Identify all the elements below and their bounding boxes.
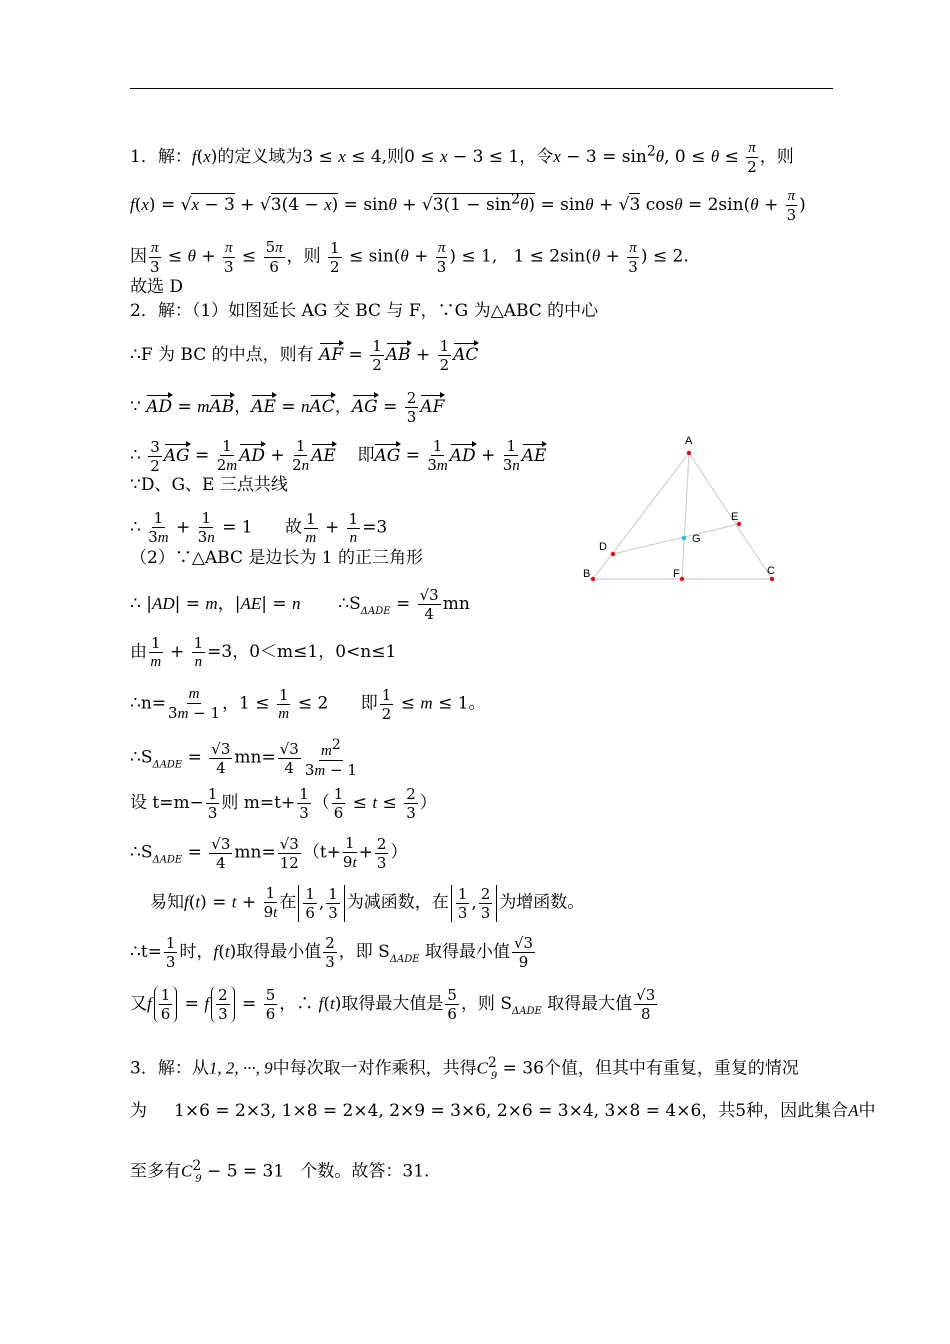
sol1-answer: 故选 D — [130, 277, 184, 297]
label-a: A — [685, 435, 693, 447]
sol2-line2: ∴F 为 BC 的中点，则有 AF = $\frac{1}{2}$ AB + $\frac{1}{2}$ AC — [130, 337, 479, 374]
sol2-line3: ∵ AD = mAB，AE = nAC，AG = $\frac{2}{3}$ AF — [130, 389, 445, 426]
sol2-line4: ∴ $\frac{3}{2}$ AG = $\frac{1}{2m}$ AD + $\frac{1}{2n}$ AE 即AG = $\frac{1}{3m}$ AD + $\frac{1}{3n}$ AE — [130, 437, 547, 475]
label-c: C — [767, 565, 775, 577]
sol2-line12: 设 t=m− $\frac{1}{3}$ 则 m=t+ $\frac{1}{3}$ （ $\frac{1}{6}$ ≤ t ≤ $\frac{2}{3}$ ） — [130, 785, 437, 822]
point-d — [611, 552, 615, 556]
figure-lines — [593, 453, 772, 579]
sol1-line3: 因 $\frac{\pi}{3}$ ≤ θ + $\frac{\pi}{3}$ ≤ $\frac{5\pi}{6}$ ，则 $\frac{1}{2}$ ≤ sin(θ + $\frac{\pi}{3}$ ) ≤ 1, 1 ≤ 2sin(θ + $\frac{\pi}{3}$ ) ≤ 2. — [130, 238, 689, 276]
sol3-line3: 至多有$C^2_9 - 5 = 31$ 个数。故答：31. — [130, 1158, 430, 1185]
point-g — [682, 536, 687, 541]
median-af — [682, 453, 689, 579]
sol2-line1: 2．解：（1）如图延长 AG 交 BC 与 F，∵G 为△ABC 的中心 — [130, 301, 599, 321]
point-a — [687, 451, 691, 455]
sol2-line16: 又f 1 6 = f 2 3 = $\frac{5}{6}$ ，∴ f(t)取得最大值是 $\frac{5}{6}$ ，则 $S_{\Delta ADE}$ 取得最大值 $\frac{√3}{8}$ — [130, 986, 656, 1023]
figure-labels — [583, 435, 775, 580]
point-b — [591, 577, 595, 581]
sol1-line1: 1．解：f(x)的定义域为3 ≤ x ≤ 4,则0 ≤ x − 3 ≤ 1，令$x - 3 = \sin^2\theta$, 0 ≤ θ ≤ $\frac{\pi}{2}$ ，则 — [130, 140, 794, 176]
sol3-line2: 为 1×6 = 2×3, 1×8 = 2×4, 2×9 = 3×6, 2×6 = 3×4, 3×8 = 4×6，共5种，因此集合A中 — [130, 1101, 876, 1121]
triangle-figure — [575, 430, 785, 590]
header-rule — [130, 88, 833, 89]
sol2-line7: （2）∵△ABC 是边长为 1 的正三角形 — [130, 548, 424, 568]
sol2-line15: ∴t= $\frac{1}{3}$ 时，f(t)取得最小值 $\frac{2}{3}$ ，即 $S_{\Delta ADE}$ 取得最小值 $\frac{√3}{9}$ — [130, 934, 534, 971]
sol3-line1: 3．解：从1, 2, ···, 9中每次取一对作乘积，共得$C^2_9 = 36$个值，但其中有重复，重复的情况 — [130, 1055, 799, 1082]
sol2-line8: ∴ |AD| = m，|AE| = n $\therefore S_{\Delta ADE}$ = $\frac{√3}{4}$ mn — [130, 586, 470, 623]
sol2-line5: ∵D、G、E 三点共线 — [130, 475, 288, 495]
label-b: B — [583, 568, 591, 580]
sol2-line11: $\therefore S_{\Delta ADE}$ = $\frac{√3}{4}$ mn= $\frac{√3}{4}$ $\frac{m^2}{3m - 1}$ — [130, 737, 357, 779]
point-f — [680, 577, 684, 581]
sol1-line2: $f(x) = √x - 3 + √3(4 - x) = \sin\theta + √3(1 - \sin^2\theta) = \sin\theta + √3$ cosθ = 2sin(θ + $\frac{\pi}{3}$ ) — [130, 188, 806, 224]
point-c — [770, 577, 774, 581]
sol2-line10: ∴n= $\frac{m}{3m - 1}$ ，1 ≤ $\frac{1}{m}$ ≤ 2 即 $\frac{1}{2}$ ≤ m ≤ 1。 — [130, 685, 486, 723]
sol2-line14: 易知f(t) = t + $\frac{1}{9t}$ 在 1 6 , 1 3 为减函数，在 1 3 , 2 3 为增函数。 — [150, 884, 585, 922]
sol2-line13: $\therefore S_{\Delta ADE}$ = $\frac{√3}{4}$ mn= $\frac{√3}{12}$ （t+ $\frac{1}{9t}$ + $\frac{2}{3}$ ） — [130, 834, 408, 872]
side-ab — [593, 453, 689, 579]
label-g: G — [692, 533, 701, 545]
sol2-line6: ∴ $\frac{1}{3m}$ + $\frac{1}{3n}$ = 1 故 $\frac{1}{m}$ + $\frac{1}{n}$ =3 — [130, 509, 388, 546]
label-d: D — [599, 541, 607, 553]
sol2-line9: 由 $\frac{1}{m}$ + $\frac{1}{n}$ =3，0＜m≤1，0<n≤1 — [130, 634, 397, 670]
label-f: F — [673, 568, 680, 580]
label-e: E — [731, 511, 739, 523]
